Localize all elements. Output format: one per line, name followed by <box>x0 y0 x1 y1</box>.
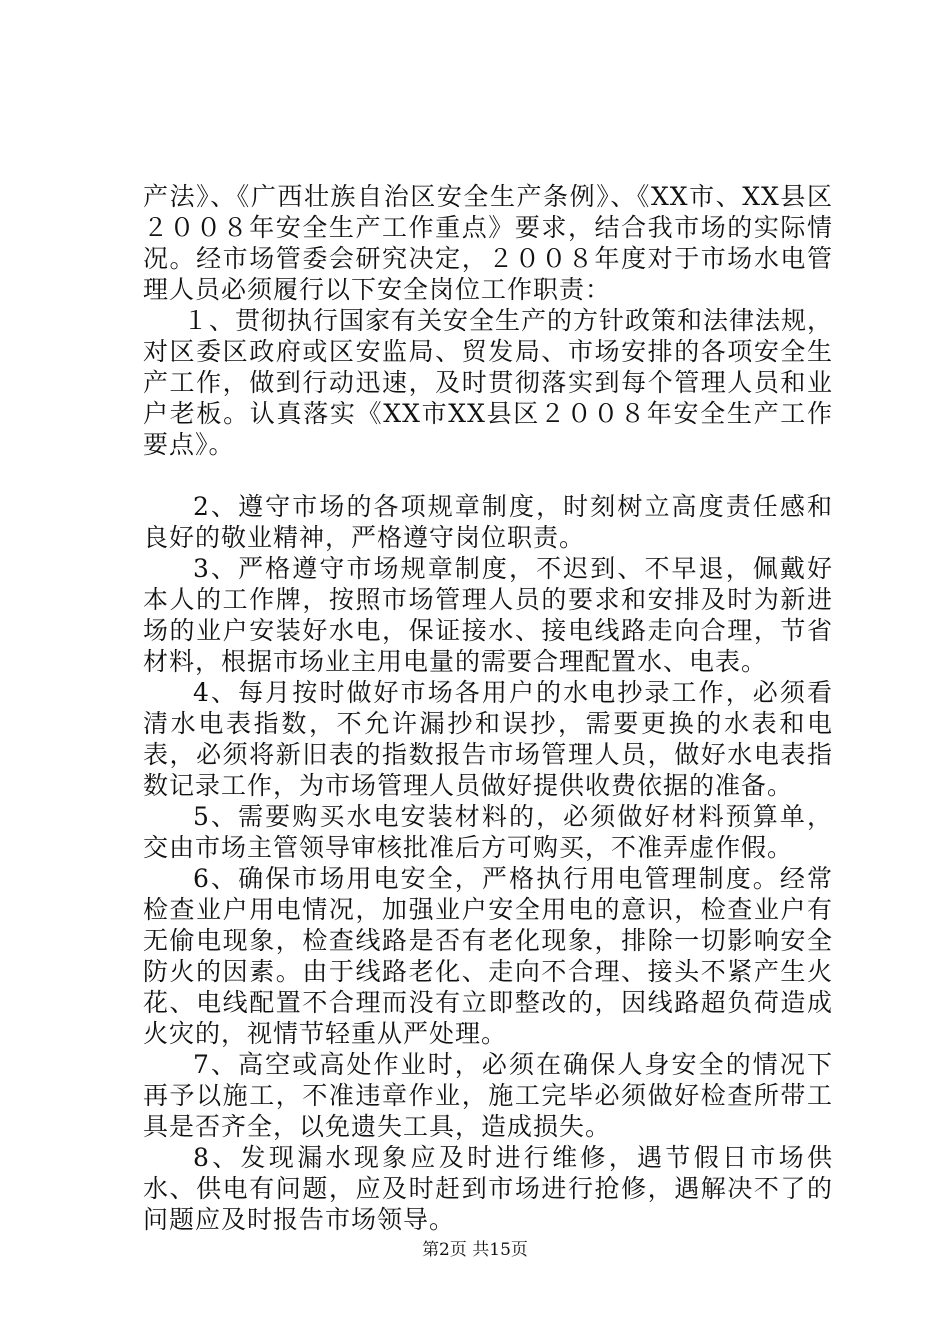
paragraph-item-7: 7、高空或高处作业时，必须在确保人身安全的情况下再予以施工，不准违章作业，施工完毕必须做好检查所带工具是否齐全，以免遗失工具，造成损失。 <box>143 1050 833 1141</box>
paragraph-item-8: 8、发现漏水现象应及时进行维修，遇节假日市场供水、供电有问题，应及时赶到市场进行抢修，遇解决不了的问题应及时报告市场领导。 <box>143 1143 833 1234</box>
page-number-footer: 第2页 共15页 <box>422 1240 528 1260</box>
paragraph-item-6: 6、确保市场用电安全，严格执行用电管理制度。经常检查业户用电情况，加强业户安全用电的意识，检查业户有无偷电现象，检查线路是否有老化现象，排除一切影响安全防火的因素。由于线路老化、走向不合理、接头不紧产生火花、电线配置不合理而没有立即整改的，因线路超负荷造成火灾的，视情节轻重从严处理。 <box>143 864 833 1048</box>
paragraph-item-5: 5、需要购买水电安装材料的，必须做好材料预算单，交由市场主管领导审核批准后方可购买，不准弄虚作假。 <box>143 802 833 862</box>
paragraph-item-4: 4、每月按时做好市场各用户的水电抄录工作，必须看清水电表指数，不允许漏抄和误抄，需要更换的水表和电表，必须将新旧表的指数报告市场管理人员，做好水电表指数记录工作，为市场管理人员做好提供收费依据的准备。 <box>143 678 833 800</box>
paragraph-item-2: 2、遵守市场的各项规章制度，时刻树立高度责任感和良好的敬业精神，严格遵守岗位职责。 <box>143 492 833 552</box>
paragraph-item-1: １、贯彻执行国家有关安全生产的方针政策和法律法规，对区委区政府或区安监局、贸发局、市场安排的各项安全生产工作，做到行动迅速，及时贯彻落实到每个管理人员和业户老板。认真落实《XX市XX县区２００８年安全生产工作要点》。 <box>143 306 834 459</box>
document-body <box>143 181 833 1235</box>
paragraph-item-3: 3、严格遵守市场规章制度，不迟到、不早退，佩戴好本人的工作牌，按照市场管理人员的要求和安排及时为新进场的业户安装好水电，保证接水、接电线路走向合理，节省材料，根据市场业主用电量的需要合理配置水、电表。 <box>143 554 833 676</box>
paragraph-intro: 产法》、《广西壮族自治区安全生产条例》、《XX市、XX县区２００８年安全生产工作重点》要求，结合我市场的实际情况。经市场管委会研究决定，２００８年度对于市场水电管理人员必须履行以下安全岗位工作职责： <box>143 182 833 304</box>
